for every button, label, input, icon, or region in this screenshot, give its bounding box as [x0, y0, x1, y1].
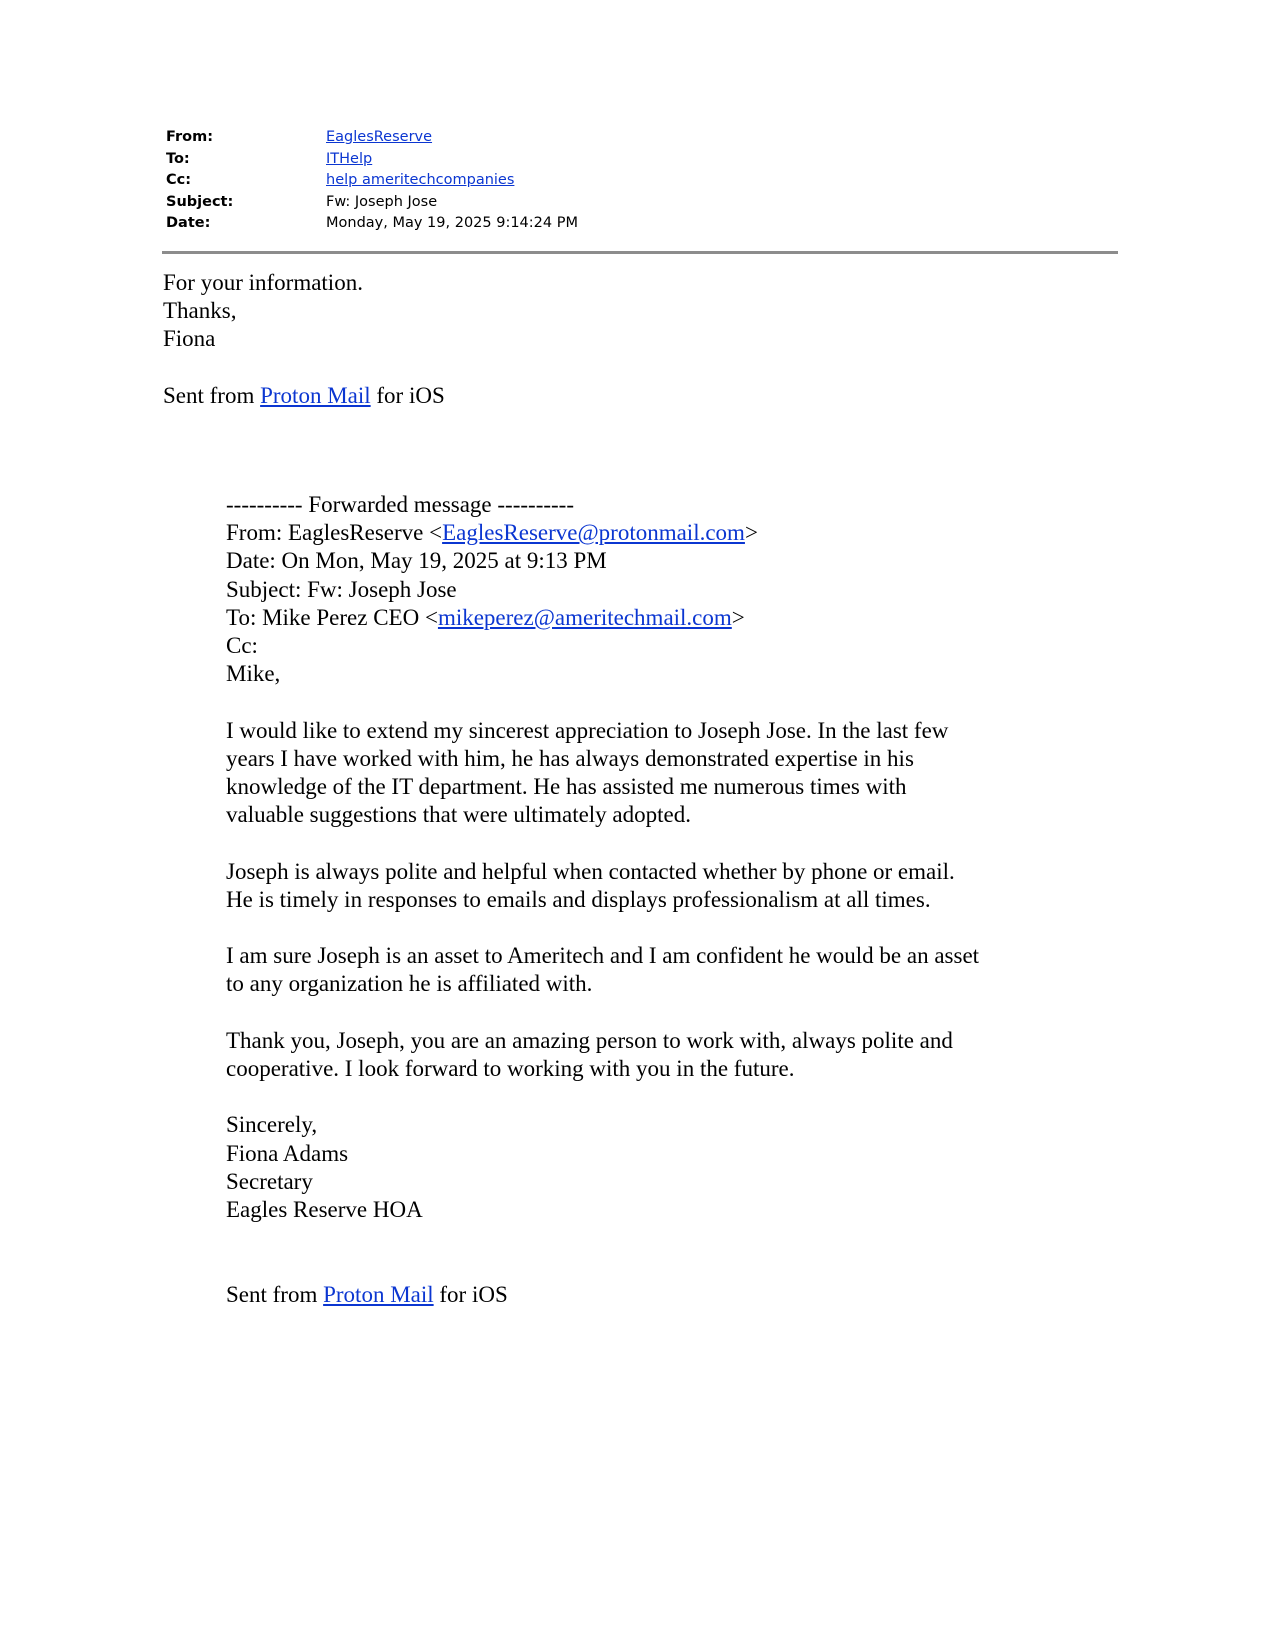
subject-value: Fw: Joseph Jose	[326, 193, 438, 210]
signature-title: Secretary	[226, 1168, 313, 1194]
paragraph-4	[226, 1027, 1106, 1083]
from-label: From:	[166, 129, 213, 145]
fwd-to-line	[226, 604, 1106, 632]
header-cc-row	[166, 170, 1116, 192]
intro-line: Thanks,	[163, 298, 237, 324]
spacer	[226, 914, 1106, 942]
sent-suffix: for iOS	[370, 382, 445, 408]
greeting: Mike,	[226, 661, 281, 687]
spacer	[226, 1083, 1106, 1111]
paragraph-line: I am sure Joseph is an asset to Ameritech and I am confident he would be an asset	[226, 943, 980, 969]
paragraph-3	[226, 942, 1106, 998]
signature-org: Eagles Reserve HOA	[226, 1197, 423, 1222]
spacer	[226, 1224, 1106, 1252]
fwd-from-line	[226, 519, 1106, 547]
header-divider	[162, 251, 1118, 254]
fwd-subject-line: Subject: Fw: Joseph Jose	[226, 576, 457, 602]
paragraph-2	[226, 858, 1106, 914]
cc-link[interactable]: help ameritechcompanies	[326, 172, 515, 189]
paragraph-line: to any organization he is affiliated with.	[226, 971, 593, 997]
fwd-date-line: Date: On Mon, May 19, 2025 at 9:13 PM	[226, 548, 607, 574]
spacer	[163, 354, 1063, 382]
sent-prefix: Sent from	[163, 382, 261, 408]
paragraph-line: years I have worked with him, he has always demonstrated expertise in his	[226, 745, 914, 771]
forwarded-banner: ---------- Forwarded message ----------	[226, 492, 574, 517]
fwd-cc-line: Cc:	[226, 633, 258, 659]
fwd-to-suffix: >	[731, 604, 745, 630]
paragraph-line: knowledge of the IT department. He has assisted me numerous times with	[226, 774, 907, 800]
intro-line: Fiona	[163, 326, 216, 352]
intro-block	[163, 269, 1063, 410]
paragraph-line: He is timely in responses to emails and displays professionalism at all times.	[226, 886, 931, 912]
fwd-from-email-link[interactable]: EaglesReserve@protonmail.com	[442, 520, 745, 546]
spacer	[226, 688, 1106, 716]
date-value: Monday, May 19, 2025 9:14:24 PM	[326, 215, 578, 232]
to-label: To:	[166, 150, 190, 167]
paragraph-line: cooperative. I look forward to working with you in the future.	[226, 1056, 795, 1081]
header-subject-row	[166, 192, 1116, 214]
spacer	[226, 829, 1106, 857]
sent-suffix: for iOS	[433, 1281, 508, 1307]
fwd-from-suffix: >	[744, 520, 758, 546]
header-to-row	[166, 149, 1116, 171]
intro-line: For your information.	[163, 270, 363, 295]
spacer	[226, 999, 1106, 1027]
paragraph-line: valuable suggestions that were ultimately adopted.	[226, 802, 691, 828]
fwd-from-prefix: From: EaglesReserve <	[226, 520, 443, 546]
proton-mail-link[interactable]: Proton Mail	[323, 1281, 434, 1307]
from-link[interactable]: EaglesReserve	[326, 129, 433, 145]
fwd-to-prefix: To: Mike Perez CEO <	[226, 604, 438, 630]
fwd-to-email-link[interactable]: mikeperez@ameritechmail.com	[437, 604, 732, 630]
cc-label: Cc:	[166, 172, 192, 189]
proton-mail-link[interactable]: Proton Mail	[260, 382, 371, 408]
signature-name: Fiona Adams	[226, 1140, 349, 1166]
email-header	[166, 127, 1116, 235]
spacer	[226, 1252, 1106, 1280]
header-from-row	[166, 127, 1116, 149]
paragraph-line: I would like to extend my sincerest appreciation to Joseph Jose. In the last few	[226, 717, 949, 743]
paragraph-line: Joseph is always polite and helpful when contacted whether by phone or email.	[226, 858, 955, 884]
signoff: Sincerely,	[226, 1112, 318, 1138]
sent-from-line	[163, 382, 1063, 410]
sent-prefix: Sent from	[226, 1281, 324, 1307]
forwarded-message	[226, 491, 1106, 1309]
subject-label: Subject:	[166, 193, 234, 210]
fwd-sent-from-line	[226, 1281, 1106, 1309]
header-date-row	[166, 213, 1116, 235]
date-label: Date:	[166, 215, 211, 232]
to-link[interactable]: ITHelp	[326, 150, 373, 167]
paragraph-line: Thank you, Joseph, you are an amazing person to work with, always polite and	[226, 1027, 953, 1053]
paragraph-1	[226, 717, 1106, 830]
